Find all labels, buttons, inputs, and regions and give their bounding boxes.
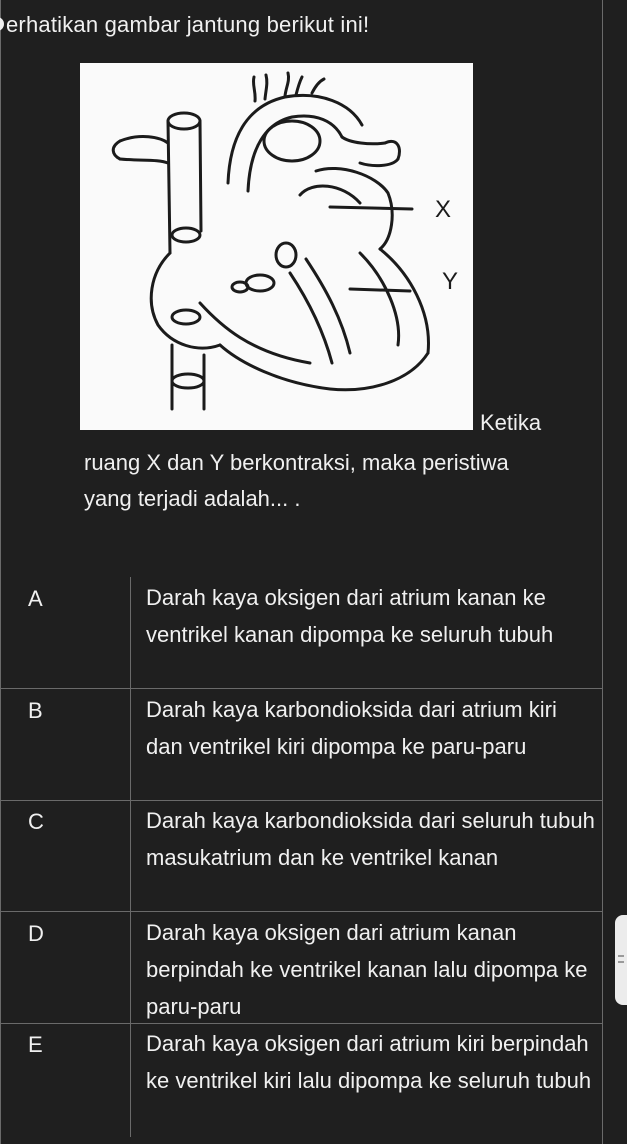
option-c-text[interactable]: Darah kaya karbondioksida dari seluruh tubuh masukatrium dan ke ventrikel kanan: [146, 808, 595, 870]
right-border: [602, 0, 603, 1144]
option-b-letter[interactable]: B: [28, 698, 43, 723]
option-b-text[interactable]: Darah kaya karbondioksida dari atrium kiri dan ventrikel kiri dipompa ke paru-paru: [146, 697, 557, 759]
option-d-text[interactable]: Darah kaya oksigen dari atrium kanan berpindah ke ventrikel kanan lalu dipompa ke paru-paru: [146, 920, 588, 1019]
left-border: [0, 0, 1, 1144]
option-a-text[interactable]: Darah kaya oksigen dari atrium kanan ke ventrikel kanan dipompa ke seluruh tubuh: [146, 585, 554, 647]
question-title: erhatikan gambar jantung berikut ini!: [6, 12, 370, 37]
table-column-divider: [130, 577, 131, 1137]
row-divider-cd: [0, 911, 602, 912]
question-bullet: [0, 17, 4, 31]
question-text-line3: yang terjadi adalah... .: [84, 486, 301, 511]
option-e-letter[interactable]: E: [28, 1032, 43, 1057]
question-text-line1: Ketika: [480, 410, 542, 435]
row-divider-ab: [0, 688, 602, 689]
grip-line-2: [618, 961, 624, 963]
row-divider-bc: [0, 800, 602, 801]
heart-diagram: [80, 63, 473, 430]
question-text-line2: ruang X dan Y berkontraksi, maka peristiwa: [84, 450, 509, 475]
label-y: Y: [442, 268, 459, 295]
option-d-letter[interactable]: D: [28, 921, 44, 946]
heart-diagram-drawing: [80, 63, 473, 430]
option-e-text[interactable]: Darah kaya oksigen dari atrium kiri berpindah ke ventrikel kiri lalu dipompa ke seluruh tubuh: [146, 1031, 592, 1093]
scroll-handle[interactable]: [615, 915, 627, 1005]
grip-line-1: [618, 955, 624, 957]
label-x: X: [435, 196, 452, 223]
option-c-letter[interactable]: C: [28, 809, 44, 834]
option-a-letter[interactable]: A: [28, 586, 43, 611]
